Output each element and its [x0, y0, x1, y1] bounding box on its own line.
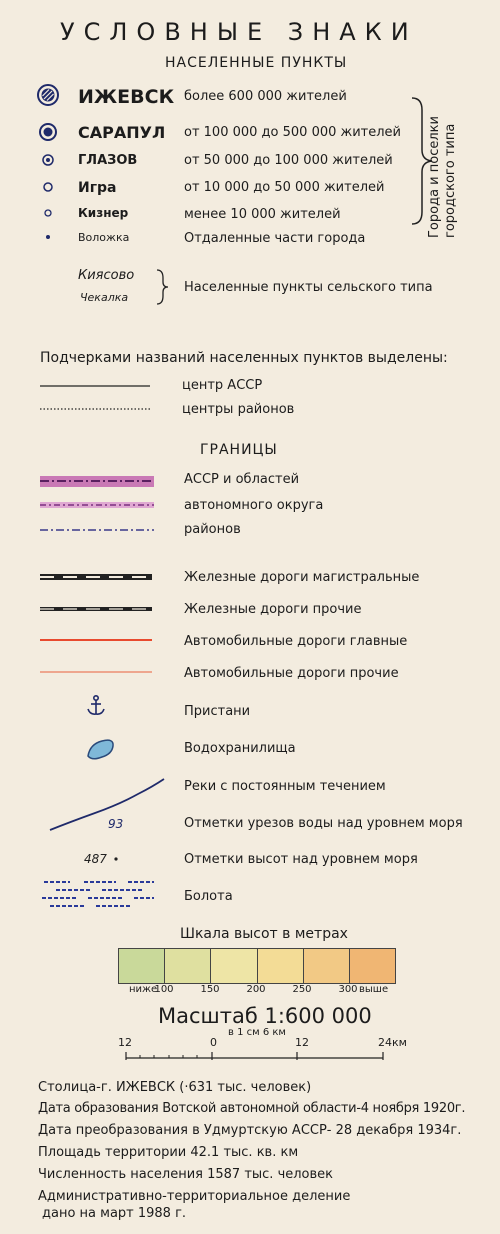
settlement-name-4: Игра	[78, 180, 117, 196]
scale-subtitle: в 1 см 6 км	[228, 1027, 286, 1038]
rural-desc: Населенные пункты сельского типа	[184, 280, 433, 295]
settlements-heading: НАСЕЛЕННЫЕ ПУНКТЫ	[165, 55, 348, 71]
elevation-label-3: 150	[200, 984, 220, 995]
settlement-desc-3: от 50 000 до 100 000 жителей	[184, 153, 393, 168]
scale-tick-1: 12	[118, 1036, 132, 1049]
settlement-desc-6: Отдаленные части города	[184, 231, 366, 246]
scale-tick-3: 12	[295, 1036, 309, 1049]
scale-tick-2: 0	[210, 1036, 217, 1049]
footer-line-1: Столица-г. ИЖЕВСК (·631 тыс. человек)	[38, 1080, 312, 1095]
settlement-desc-4: от 10 000 до 50 000 жителей	[184, 180, 385, 195]
city-part-icon	[46, 235, 50, 239]
border-label-3: районов	[184, 522, 241, 537]
underline-label-2: центры районов	[182, 402, 295, 417]
settlement-name-2: САРАПУЛ	[78, 123, 166, 142]
hydro-label-2: Водохранилища	[184, 741, 296, 756]
borders-heading: ГРАНИЦЫ	[200, 442, 278, 458]
rural-name-1: Киясово	[78, 268, 135, 283]
elevation-cell-5	[303, 949, 349, 983]
city-symbols	[32, 83, 64, 243]
settlement-desc-1: более 600 000 жителей	[184, 89, 347, 104]
settlement-desc-2: от 100 000 до 500 000 жителей	[184, 125, 402, 140]
footer-line-6: Административно-территориальное деление	[38, 1189, 351, 1204]
height-dot-icon	[114, 857, 117, 860]
elevation-cell-6	[349, 949, 395, 983]
footer-line-7: дано на март 1988 г.	[42, 1206, 187, 1221]
scale-title: Масштаб 1:600 000	[158, 1004, 372, 1028]
anchor-icon	[88, 696, 104, 714]
footer-line-5: Численность населения 1587 тыс. человек	[38, 1167, 334, 1182]
settlement-name-1: ИЖЕВСК	[78, 86, 175, 108]
scale-tick-4: 24км	[378, 1036, 407, 1049]
page-title: УСЛОВНЫЕ ЗНАКИ	[60, 18, 418, 46]
settlement-name-3: ГЛАЗОВ	[78, 153, 138, 168]
underline-heading: Подчерками названий населенных пунктов выделены:	[40, 350, 448, 366]
city-small-icon	[43, 155, 53, 165]
border-assr	[40, 476, 154, 487]
road-symbols	[40, 568, 160, 678]
elevation-cell-3	[210, 949, 256, 983]
elevation-label-7: выше	[359, 984, 389, 995]
road-label-4: Автомобильные дороги прочие	[184, 666, 399, 681]
footer-line-3: Дата преобразования в Удмуртскую АССР- 28 декабря 1934г.	[38, 1123, 462, 1138]
swamp-icon	[42, 882, 154, 906]
elevation-label-1: ниже	[129, 984, 158, 995]
border-label-1: АССР и областей	[184, 472, 300, 487]
hydro-label-5: Отметки высот над уровнем моря	[184, 852, 418, 867]
hydro-label-6: Болота	[184, 889, 233, 904]
river-icon	[50, 779, 164, 830]
road-label-1: Железные дороги магистральные	[184, 570, 420, 585]
border-label-2: автономного округа	[184, 498, 324, 513]
hydro-symbols	[40, 692, 170, 917]
elevation-label-2: 100	[154, 984, 174, 995]
settlement-name-6: Воложка	[78, 231, 130, 244]
reservoir-icon	[88, 740, 113, 759]
settlement-name-5: Кизнер	[78, 206, 129, 220]
hydro-label-3: Реки с постоянным течением	[184, 779, 386, 794]
elevation-label-4: 200	[246, 984, 266, 995]
elevation-label-5: 250	[292, 984, 312, 995]
elevation-labels	[118, 984, 394, 998]
bracket-label-1: Города и поселки	[427, 116, 442, 238]
elevation-scale	[118, 948, 396, 984]
scale-bar	[120, 1048, 400, 1064]
hydro-label-1: Пристани	[184, 704, 251, 719]
height-mark: 487	[84, 852, 107, 866]
settlement-desc-5: менее 10 000 жителей	[184, 207, 341, 222]
border-okrug	[40, 502, 154, 508]
rural-bracket	[155, 268, 171, 306]
elevation-label-6: 300	[338, 984, 358, 995]
underline-symbols	[40, 378, 160, 418]
elevation-cell-1	[119, 949, 164, 983]
border-symbols	[40, 472, 160, 542]
footer-line-4: Площадь территории 42.1 тыс. кв. км	[38, 1145, 299, 1160]
elevation-cell-2	[164, 949, 210, 983]
hydro-label-4: Отметки урезов воды над уровнем моря	[184, 816, 463, 831]
bracket-label-2: городского типа	[443, 123, 458, 238]
road-label-3: Автомобильные дороги главные	[184, 634, 408, 649]
town-icon	[44, 183, 52, 191]
elevation-cell-4	[257, 949, 303, 983]
river-mark: 93	[108, 817, 124, 831]
elevation-heading: Шкала высот в метрах	[180, 926, 348, 942]
footer-line-2: Дата образования Вотской автономной области-4 ноября 1920г.	[38, 1101, 466, 1116]
underline-label-1: центр АССР	[182, 378, 263, 393]
city-medium-icon	[40, 124, 56, 140]
small-town-icon	[45, 210, 51, 216]
rural-name-2: Чекалка	[80, 291, 129, 304]
road-label-2: Железные дороги прочие	[184, 602, 362, 617]
city-large-icon	[38, 85, 58, 105]
